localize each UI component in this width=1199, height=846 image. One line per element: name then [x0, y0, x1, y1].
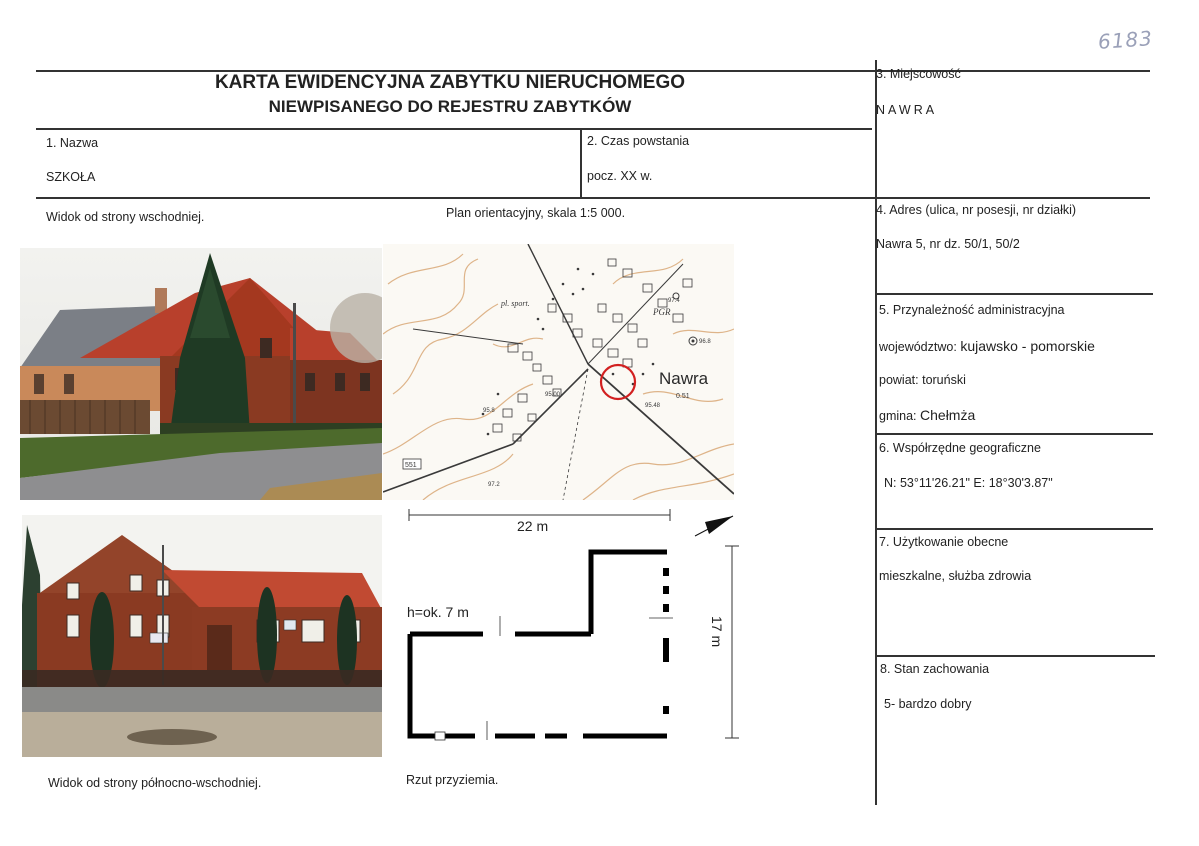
usage-value: mieszkalne, służba zdrowia: [879, 569, 1032, 583]
map-elev-main: 0.51: [676, 393, 690, 400]
card-title-line2: NIEWPISANEGO DO REJESTRU ZABYTKÓW: [268, 97, 632, 116]
map-road-number: 551: [405, 462, 417, 469]
period-value: pocz. XX w.: [587, 169, 653, 183]
plan-caption: Plan orientacyjny, skala 1:5 000.: [446, 206, 626, 220]
northeast-view-caption: Widok od strony północno-wschodniej.: [48, 776, 262, 790]
county-row: [879, 373, 966, 387]
voivodeship-value: kujawsko - pomorskie: [960, 338, 1095, 354]
northeast-view-photo: [22, 515, 382, 757]
east-view-caption: Widok od strony wschodniej.: [46, 210, 205, 224]
name-value: SZKOŁA: [46, 170, 96, 184]
orientation-map: [383, 244, 734, 500]
locality-label: 3. Miejscowość: [876, 67, 961, 81]
map-elev-e: 95.48: [645, 403, 661, 409]
name-label: 1. Nazwa: [46, 136, 99, 150]
coords-bottom-rule: [875, 528, 1153, 530]
address-label: 4. Adres (ulica, nr posesji, nr działki): [876, 203, 1077, 217]
admin-label: 5. Przynależność administracyjna: [879, 303, 1065, 317]
name-period-divider: [580, 128, 582, 198]
map-elev-b: 96.8: [699, 339, 711, 345]
plan-width-label: 22 m: [517, 518, 549, 534]
plan-height-label: h=ok. 7 m: [407, 604, 469, 620]
card-title-line1: KARTA EWIDENCYJNA ZABYTKU NIERUCHOMEGO: [214, 72, 686, 93]
east-view-photo: [20, 248, 382, 500]
usage-label: 7. Użytkowanie obecne: [879, 535, 1009, 549]
map-label-pgr: PGR: [653, 307, 671, 317]
county-value: toruński: [922, 373, 966, 387]
commune-value: Chełmża: [920, 407, 976, 423]
coords-value: N: 53°11'26.21" E: 18°30'3.87": [884, 476, 1053, 490]
period-label: 2. Czas powstania: [587, 134, 690, 148]
map-elev-a: 97.4: [668, 298, 680, 304]
inventory-number: 6183: [1097, 26, 1154, 54]
condition-label: 8. Stan zachowania: [880, 662, 990, 676]
ground-floor-plan: [395, 506, 740, 750]
plan-depth-label: 17 m: [709, 616, 725, 648]
coords-label: 6. Współrzędne geograficzne: [879, 441, 1041, 455]
ground-floor-caption: Rzut przyziemia.: [406, 773, 499, 787]
map-elev-d: 95.00: [545, 392, 561, 398]
map-place-name: Nawra: [659, 369, 709, 388]
map-elev-c: 95.8: [483, 408, 495, 414]
title-bottom-rule: [36, 128, 872, 130]
address-bottom-rule: [875, 293, 1153, 295]
usage-bottom-rule: [875, 655, 1155, 657]
voivodeship-label: województwo:: [879, 340, 957, 354]
map-elev-f: 97.2: [488, 482, 500, 488]
locality-value: NAWRA: [876, 103, 938, 117]
address-value: Nawra 5, nr dz. 50/1, 50/2: [876, 237, 1020, 251]
county-label: powiat:: [879, 373, 919, 387]
admin-bottom-rule: [875, 433, 1153, 435]
commune-row: [879, 407, 975, 423]
commune-label: gmina:: [879, 409, 917, 423]
map-label-sport: pl. sport.: [501, 299, 530, 308]
condition-value: 5- bardzo dobry: [884, 697, 972, 711]
name-bottom-rule: [36, 197, 1150, 199]
voivodeship-row: [879, 338, 1095, 354]
